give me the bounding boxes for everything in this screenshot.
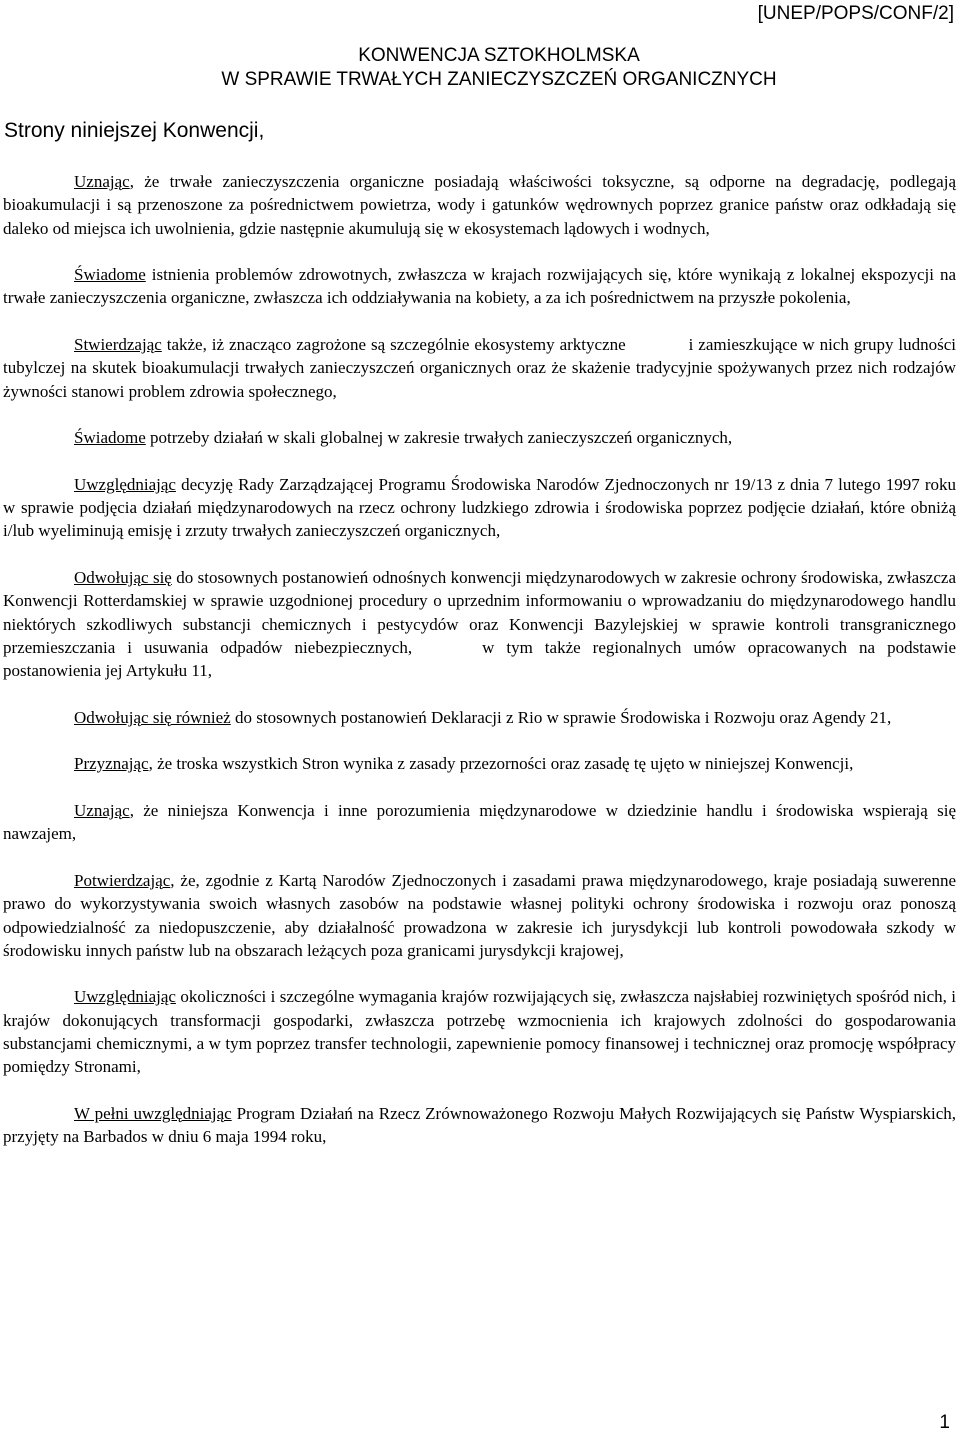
- paragraph-text: , że, zgodnie z Kartą Narodów Zjednoczonych i zasadami prawa międzynarodowego, kraje posiadają suwerenne prawo do wykorzystywania swoich własnych zasobów na podstawie własnej polityki ochrony środowiska i rozwoju oraz ponoszą odpowiedzialność za niedopuszczenie, aby działalność prowadzona w zakresie ich jurysdykcji lub kontroli powodowała szkody w środowisku innych państw lub na obszarach leżących poza granicami jurysdykcji krajowej,: [3, 870, 956, 960]
- paragraph-keyword: Uwzględniając: [74, 474, 176, 494]
- preamble-paragraph: [3, 706, 956, 729]
- paragraph-keyword: Odwołując się: [74, 568, 172, 588]
- preamble: [3, 170, 956, 1148]
- preamble-paragraph: [3, 752, 956, 775]
- paragraph-text-continued: w tym także regionalnych umów opracowanych na podstawie postanowienia jej Artykułu 11,: [3, 637, 956, 681]
- preamble-paragraph: [3, 566, 956, 682]
- paragraph-keyword: Odwołując się również: [74, 707, 231, 727]
- paragraph-text: okoliczności i szczególne wymagania krajów rozwijających się, zwłaszcza najsłabiej rozwiniętych spośród nich, i krajów dokonujących transformacji gospodarki, zwłaszcza potrzebę wzmocnienia ich krajowych zdolności do gospodarowania substancjami chemicznymi, a w tym poprzez transfer technologii, zapewnienie pomocy finansowej i technicznej oraz promocję współpracy pomiędzy Stronami,: [3, 987, 956, 1077]
- paragraph-keyword: Świadome: [74, 428, 146, 448]
- title-line-1: KONWENCJA SZTOKHOLMSKA: [358, 45, 640, 66]
- paragraph-text: do stosownych postanowień Deklaracji z Rio w sprawie Środowiska i Rozwoju oraz Agendy 21,: [230, 707, 892, 727]
- document-title: [0, 44, 960, 92]
- paragraph-keyword: Uwzględniając: [74, 987, 176, 1007]
- paragraph-text: decyzję Rady Zarządzającej Programu Środowiska Narodów Zjednoczonych nr 19/13 z dnia 7 lutego 1997 roku w sprawie podjęcia działań międzynarodowych na rzecz ochrony ludzkiego zdrowia i środowiska poprzez podjęcie działań, które obniżą i/lub wyeliminują emisję i zrzuty trwałych zanieczyszczeń organicznych,: [3, 474, 956, 541]
- paragraph-text: , że niniejsza Konwencja i inne porozumienia międzynarodowe w dziedzinie handlu i środowiska wspierają się nawzajem,: [3, 801, 956, 844]
- preamble-paragraph: [3, 799, 956, 846]
- preamble-paragraph: [3, 263, 956, 310]
- preamble-paragraph: [3, 170, 956, 240]
- paragraph-text-continued: i zamieszkujące w nich grupy ludności tubylczej na skutek bioakumulacji trwałych zanieczyszczeń organicznych oraz że skażenie tradycyjnie spożywanych przez nich rodzajów żywności stanowi problem zdrowia społecznego,: [3, 335, 957, 401]
- page-number: 1: [939, 1412, 950, 1433]
- paragraph-text: , że trwałe zanieczyszczenia organiczne posiadają właściwości toksyczne, są odporne na degradację, podlegają bioakumulacji i są przenoszone za pośrednictwem powietrza, wody i gatunków wędrownych poprzez granice państw oraz odkładają się daleko od miejsca ich uwolnienia, gdzie następnie akumulują się w ekosystemach lądowych i wodnych,: [3, 172, 956, 238]
- preamble-paragraph: [3, 333, 956, 403]
- preamble-paragraph: [3, 1102, 956, 1149]
- preamble-paragraph: [3, 473, 956, 543]
- paragraph-text: potrzeby działań w skali globalnej w zakresie trwałych zanieczyszczeń organicznych,: [145, 428, 733, 448]
- document-code: [UNEP/POPS/CONF/2]: [757, 3, 954, 24]
- preamble-paragraph: [3, 985, 956, 1078]
- paragraph-keyword: Uznając: [74, 172, 130, 191]
- paragraph-text: także, iż znacząco zagrożone są szczególnie ekosystemy arktyczne: [161, 335, 626, 355]
- preamble-paragraph: [3, 869, 956, 962]
- paragraph-keyword: Potwierdzając: [74, 870, 171, 890]
- paragraph-text: do stosownych postanowień odnośnych konwencji międzynarodowych w zakresie ochrony środowiska, zwłaszcza Konwencji Rotterdamskiej w sprawie uzgodnionej procedury o uprzednim informowaniu o wprowadzaniu do międzynarodowego handlu niektórych szkodliwych substancji chemicznych i pestycydów oraz Konwencji Bazylejskiej w sprawie kontroli transgranicznego przemieszczania i usuwania odpadów niebezpiecznych,: [3, 568, 956, 657]
- title-line-2: W SPRAWIE TRWAŁYCH ZANIECZYSZCZEŃ ORGANICZNYCH: [221, 69, 777, 90]
- paragraph-text: Program Działań na Rzecz Zrównoważonego Rozwoju Małych Rozwijających się Państw Wyspiarskich, przyjęty na Barbados w dniu 6 maja 1994 roku,: [3, 1103, 956, 1147]
- paragraph-keyword: Świadome: [74, 265, 146, 285]
- preamble-paragraph: [3, 426, 956, 449]
- paragraph-text: istnienia problemów zdrowotnych, zwłaszcza w krajach rozwijających się, które wynikają z lokalnej ekspozycji na trwałe zanieczyszczenia organiczne, zwłaszcza ich oddziaływania na kobiety, a za ich pośrednictwem na przyszłe pokolenia,: [3, 265, 956, 308]
- parties-heading: Strony niniejszej Konwencji,: [4, 119, 265, 142]
- paragraph-keyword: Uznając: [74, 801, 130, 821]
- paragraph-keyword: W pełni uwzględniając: [74, 1103, 232, 1123]
- paragraph-text: , że troska wszystkich Stron wynika z zasady przezorności oraz zasadę tę ujęto w niniejszej Konwencji,: [148, 754, 854, 774]
- paragraph-keyword: Stwierdzając: [74, 335, 162, 355]
- paragraph-keyword: Przyznając: [74, 754, 149, 774]
